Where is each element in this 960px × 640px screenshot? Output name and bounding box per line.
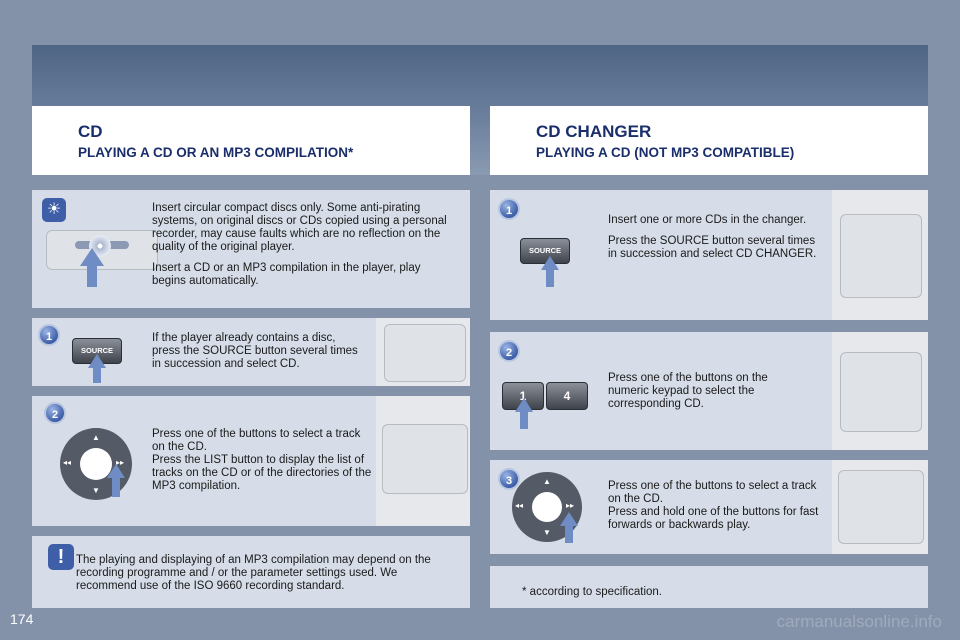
arrow-up-icon (541, 256, 559, 270)
right-title-card (490, 106, 928, 175)
down-arrow-icon: ▼ (543, 528, 551, 537)
up-arrow-icon: ▲ (92, 433, 100, 442)
radio-face (384, 324, 466, 382)
left-title-card (32, 106, 470, 175)
right-step-3-text: Press one of the buttons to select a track on the CD. Press and hold one of the buttons for fast forwards or backwards play. (608, 480, 819, 531)
step-badge-2: 2 (44, 402, 66, 424)
radio-panel-image (832, 460, 928, 554)
right-step-2-panel (490, 332, 928, 450)
intro-paragraph-1: Insert circular compact discs only. Some anti-pirating systems, on original discs or CDs copied using a personal recorder, may cause faults which are no reflection on the quality of the original player. (152, 202, 447, 253)
right-step-1-panel (490, 190, 928, 320)
step-badge-3: 3 (498, 468, 520, 490)
down-arrow-icon: ▼ (92, 486, 100, 495)
forward-icon: ▸▸ (566, 501, 575, 510)
watermark: carmanualsonline.info (776, 612, 942, 631)
left-subtitle: PLAYING A CD OR AN MP3 COMPILATION* (78, 145, 354, 160)
radio-panel-image (832, 332, 928, 450)
intro-panel (32, 190, 470, 308)
arrow-shaft (87, 265, 97, 287)
arrow-shaft (546, 269, 554, 287)
note-text: The playing and displaying of an MP3 compilation may depend on the recording programme and / or the parameter settings used. We recommend use of the ISO 9660 recording standard. (76, 554, 431, 592)
radio-face (840, 214, 922, 298)
step-badge-2: 2 (498, 340, 520, 362)
numeric-key-4: 4 (546, 382, 588, 410)
warning-icon: ! (48, 544, 74, 570)
right-step-1-p1: Insert one or more CDs in the changer. (608, 214, 807, 226)
radio-face (840, 352, 922, 432)
right-subtitle: PLAYING A CD (NOT MP3 COMPATIBLE) (536, 145, 795, 160)
left-step-2-text: Press one of the buttons to select a track on the CD. Press the LIST button to display the list of tracks on the CD or of the directories of the MP3 compilation. (152, 428, 372, 492)
left-step-1-text: If the player already contains a disc, press the SOURCE button several times in succession and select CD. (152, 332, 358, 370)
forward-icon: ▸▸ (116, 458, 125, 467)
sun-icon: ☀ (42, 198, 66, 222)
up-arrow-icon: ▲ (543, 477, 551, 486)
arrow-up-icon (80, 248, 104, 266)
radio-panel-image (376, 318, 470, 386)
note-panel (32, 536, 470, 608)
rewind-icon: ◂◂ (63, 458, 72, 467)
arrow-up-icon (107, 464, 125, 478)
arrow-shaft (565, 525, 573, 543)
arrow-up-icon (515, 398, 533, 412)
right-step-3-panel (490, 460, 928, 554)
right-step-1-p2: Press the SOURCE button several times in succession and select CD CHANGER. (608, 235, 817, 260)
arrow-up-icon (88, 354, 106, 368)
source-button: SOURCE (520, 238, 570, 264)
intro-paragraph-2: Insert a CD or an MP3 compilation in the player, play begins automatically. (152, 262, 421, 287)
radio-panel-image (376, 396, 470, 526)
left-title: CD (78, 122, 103, 141)
numeric-key-1: 1 (502, 382, 544, 410)
arrow-shaft (93, 367, 101, 383)
radio-face (382, 424, 468, 494)
footnote-text: * according to specification. (522, 586, 662, 598)
step-badge-1: 1 (38, 324, 60, 346)
rewind-icon: ◂◂ (515, 501, 524, 510)
right-step-2-text: Press one of the buttons on the numeric keypad to select the corresponding CD. (608, 372, 768, 410)
arrow-shaft (520, 411, 528, 429)
arrow-shaft (112, 477, 120, 497)
left-step-2-panel (32, 396, 470, 526)
left-step-1-panel (32, 318, 470, 386)
source-button: SOURCE (72, 338, 122, 364)
pad-center (532, 492, 562, 522)
intro-text (152, 202, 452, 296)
step-badge-1: 1 (498, 198, 520, 220)
radio-panel-image (832, 190, 928, 320)
page-number: 174 (10, 611, 34, 627)
radio-face (838, 470, 924, 544)
arrow-up-icon (560, 512, 578, 526)
footnote-panel (490, 566, 928, 608)
right-step-1-text (608, 214, 818, 269)
right-title: CD CHANGER (536, 122, 652, 141)
